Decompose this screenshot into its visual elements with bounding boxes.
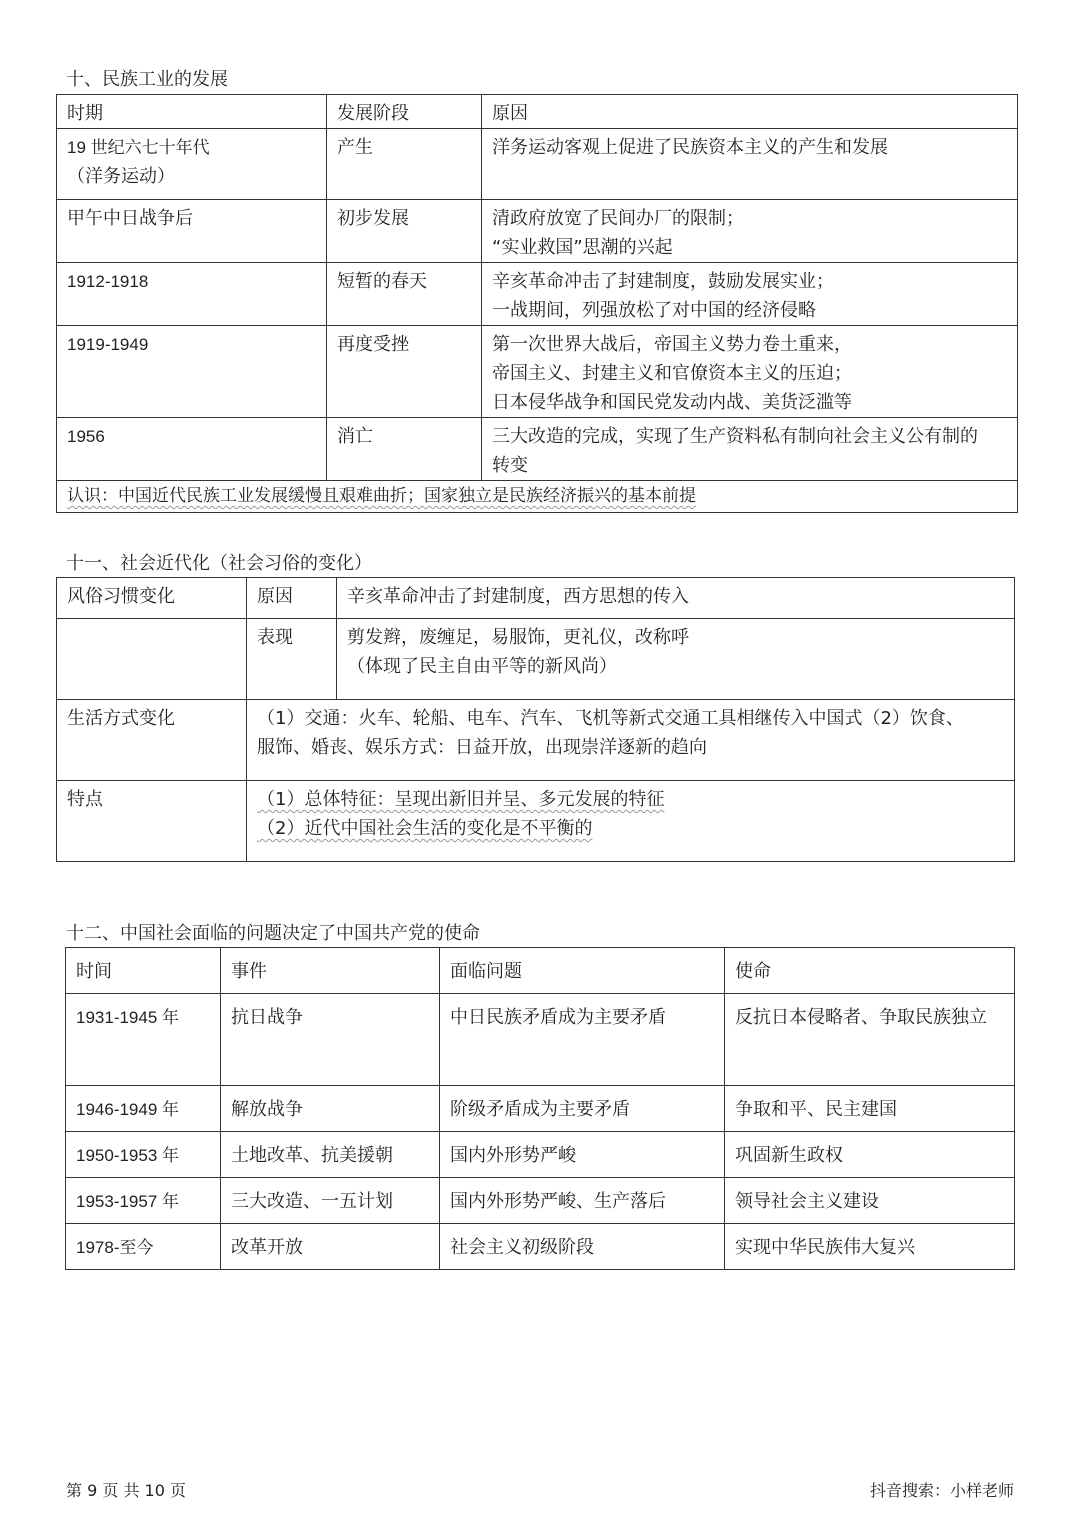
event-cell: 抗日战争	[221, 994, 440, 1086]
footer-source: 抖音搜索：小样老师	[869, 1481, 1014, 1500]
table-header-row	[57, 95, 1018, 129]
stage-cell: 消亡	[327, 418, 482, 481]
life-cell	[247, 700, 1015, 781]
period-line: （洋务运动）	[67, 166, 175, 187]
show-line: 剪发辫，废缠足，易服饰，更礼仪，改称呼	[347, 627, 689, 648]
period-line: 1919-1949	[67, 335, 149, 354]
time-cell: 1953-1957 年	[66, 1178, 221, 1224]
table-row	[66, 1086, 1015, 1132]
time-cell: 1950-1953 年	[66, 1132, 221, 1178]
table-row	[66, 1178, 1015, 1224]
header-stage: 发展阶段	[327, 95, 482, 129]
table-row	[66, 1224, 1015, 1270]
table-row	[57, 578, 1015, 619]
section-11-title: 十一、社会近代化（社会习俗的变化）	[66, 553, 372, 574]
national-industry-table	[56, 94, 1018, 513]
header-time: 时间	[66, 948, 221, 994]
problem-cell: 国内外形势严峻、生产落后	[440, 1178, 725, 1224]
time-cell: 1946-1949 年	[66, 1086, 221, 1132]
life-label: 生活方式变化	[57, 700, 247, 781]
feature-line: （1）总体特征：呈现出新旧并呈、多元发展的特征	[257, 789, 665, 810]
table-row	[57, 619, 1015, 700]
mission-cell: 巩固新生政权	[725, 1132, 1015, 1178]
mission-cell: 领导社会主义建设	[725, 1178, 1015, 1224]
empty-cell	[57, 619, 247, 700]
social-modernization-table	[56, 577, 1015, 862]
show-line: （体现了民主自由平等的新风尚）	[347, 656, 617, 677]
reason-cell	[482, 263, 1018, 326]
show-cell	[337, 619, 1015, 700]
reason-line: 洋务运动客观上促进了民族资本主义的产生和发展	[492, 137, 888, 158]
stage-cell: 再度受挫	[327, 326, 482, 418]
header-period: 时期	[57, 95, 327, 129]
period-cell	[57, 418, 327, 481]
period-cell	[57, 326, 327, 418]
period-cell	[57, 263, 327, 326]
problem-cell: 中日民族矛盾成为主要矛盾	[440, 994, 725, 1086]
header-mission: 使命	[725, 948, 1015, 994]
period-line: 19 世纪六七十年代	[67, 138, 210, 157]
period-cell	[57, 200, 327, 263]
note-text: 认识：中国近代民族工业发展缓慢且艰难曲折；国家独立是民族经济振兴的基本前提	[67, 486, 696, 506]
problem-cell: 国内外形势严峻	[440, 1132, 725, 1178]
section-12-title: 十二、中国社会面临的问题决定了中国共产党的使命	[66, 923, 480, 944]
stage-cell: 初步发展	[327, 200, 482, 263]
event-cell: 解放战争	[221, 1086, 440, 1132]
time-cell: 1931-1945 年	[66, 994, 221, 1086]
mission-cell: 争取和平、民主建国	[725, 1086, 1015, 1132]
header-event: 事件	[221, 948, 440, 994]
period-cell	[57, 129, 327, 200]
period-line: 1912-1918	[67, 272, 149, 291]
party-mission-table	[65, 947, 1015, 1270]
note-row	[57, 481, 1018, 513]
reason-line: 日本侵华战争和国民党发动内战、美货泛滥等	[492, 392, 852, 413]
table-row	[66, 1132, 1015, 1178]
life-line: （1）交通：火车、轮船、电车、汽车、飞机等新式交通工具相继传入中国式（2）饮食、	[257, 708, 964, 729]
section-10-title: 十、民族工业的发展	[66, 69, 228, 90]
reason-cell	[482, 129, 1018, 200]
reason-line: 三大改造的完成，实现了生产资料私有制向社会主义公有制的	[492, 426, 978, 447]
table-row	[57, 129, 1018, 200]
cause-text: 辛亥革命冲击了封建制度，西方思想的传入	[337, 578, 1015, 619]
features-label: 特点	[57, 781, 247, 862]
table-row	[57, 781, 1015, 862]
header-reason: 原因	[482, 95, 1018, 129]
reason-line: 清政府放宽了民间办厂的限制；	[492, 208, 744, 229]
reason-line: 第一次世界大战后，帝国主义势力卷土重来，	[492, 334, 852, 355]
table-row	[57, 200, 1018, 263]
event-cell: 改革开放	[221, 1224, 440, 1270]
reason-line: 转变	[492, 455, 528, 476]
reason-line: 辛亥革命冲击了封建制度，鼓励发展实业；	[492, 271, 834, 292]
customs-label: 风俗习惯变化	[57, 578, 247, 619]
reason-line: 一战期间，列强放松了对中国的经济侵略	[492, 300, 816, 321]
note-cell	[57, 481, 1018, 513]
page-number: 第 9 页 共 10 页	[66, 1481, 186, 1500]
time-cell: 1978-至今	[66, 1224, 221, 1270]
table-row	[57, 263, 1018, 326]
reason-line: 帝国主义、封建主义和官僚资本主义的压迫；	[492, 363, 852, 384]
table-row	[66, 994, 1015, 1086]
period-line: 1956	[67, 427, 105, 446]
reason-cell	[482, 200, 1018, 263]
feature-line: （2）近代中国社会生活的变化是不平衡的	[257, 818, 593, 839]
header-problem: 面临问题	[440, 948, 725, 994]
table-row	[57, 326, 1018, 418]
problem-cell: 社会主义初级阶段	[440, 1224, 725, 1270]
event-cell: 三大改造、一五计划	[221, 1178, 440, 1224]
event-cell: 土地改革、抗美援朝	[221, 1132, 440, 1178]
mission-cell: 反抗日本侵略者、争取民族独立	[725, 994, 1015, 1086]
reason-cell	[482, 326, 1018, 418]
table-row	[57, 418, 1018, 481]
show-label: 表现	[247, 619, 337, 700]
table-header-row	[66, 948, 1015, 994]
cause-label: 原因	[247, 578, 337, 619]
features-cell	[247, 781, 1015, 862]
reason-cell	[482, 418, 1018, 481]
stage-cell: 产生	[327, 129, 482, 200]
period-line: 甲午中日战争后	[67, 208, 193, 229]
table-row	[57, 700, 1015, 781]
problem-cell: 阶级矛盾成为主要矛盾	[440, 1086, 725, 1132]
stage-cell: 短暂的春天	[327, 263, 482, 326]
life-line: 服饰、婚丧、娱乐方式：日益开放，出现崇洋逐新的趋向	[257, 737, 707, 758]
reason-line: “实业救国”思潮的兴起	[492, 237, 673, 258]
mission-cell: 实现中华民族伟大复兴	[725, 1224, 1015, 1270]
